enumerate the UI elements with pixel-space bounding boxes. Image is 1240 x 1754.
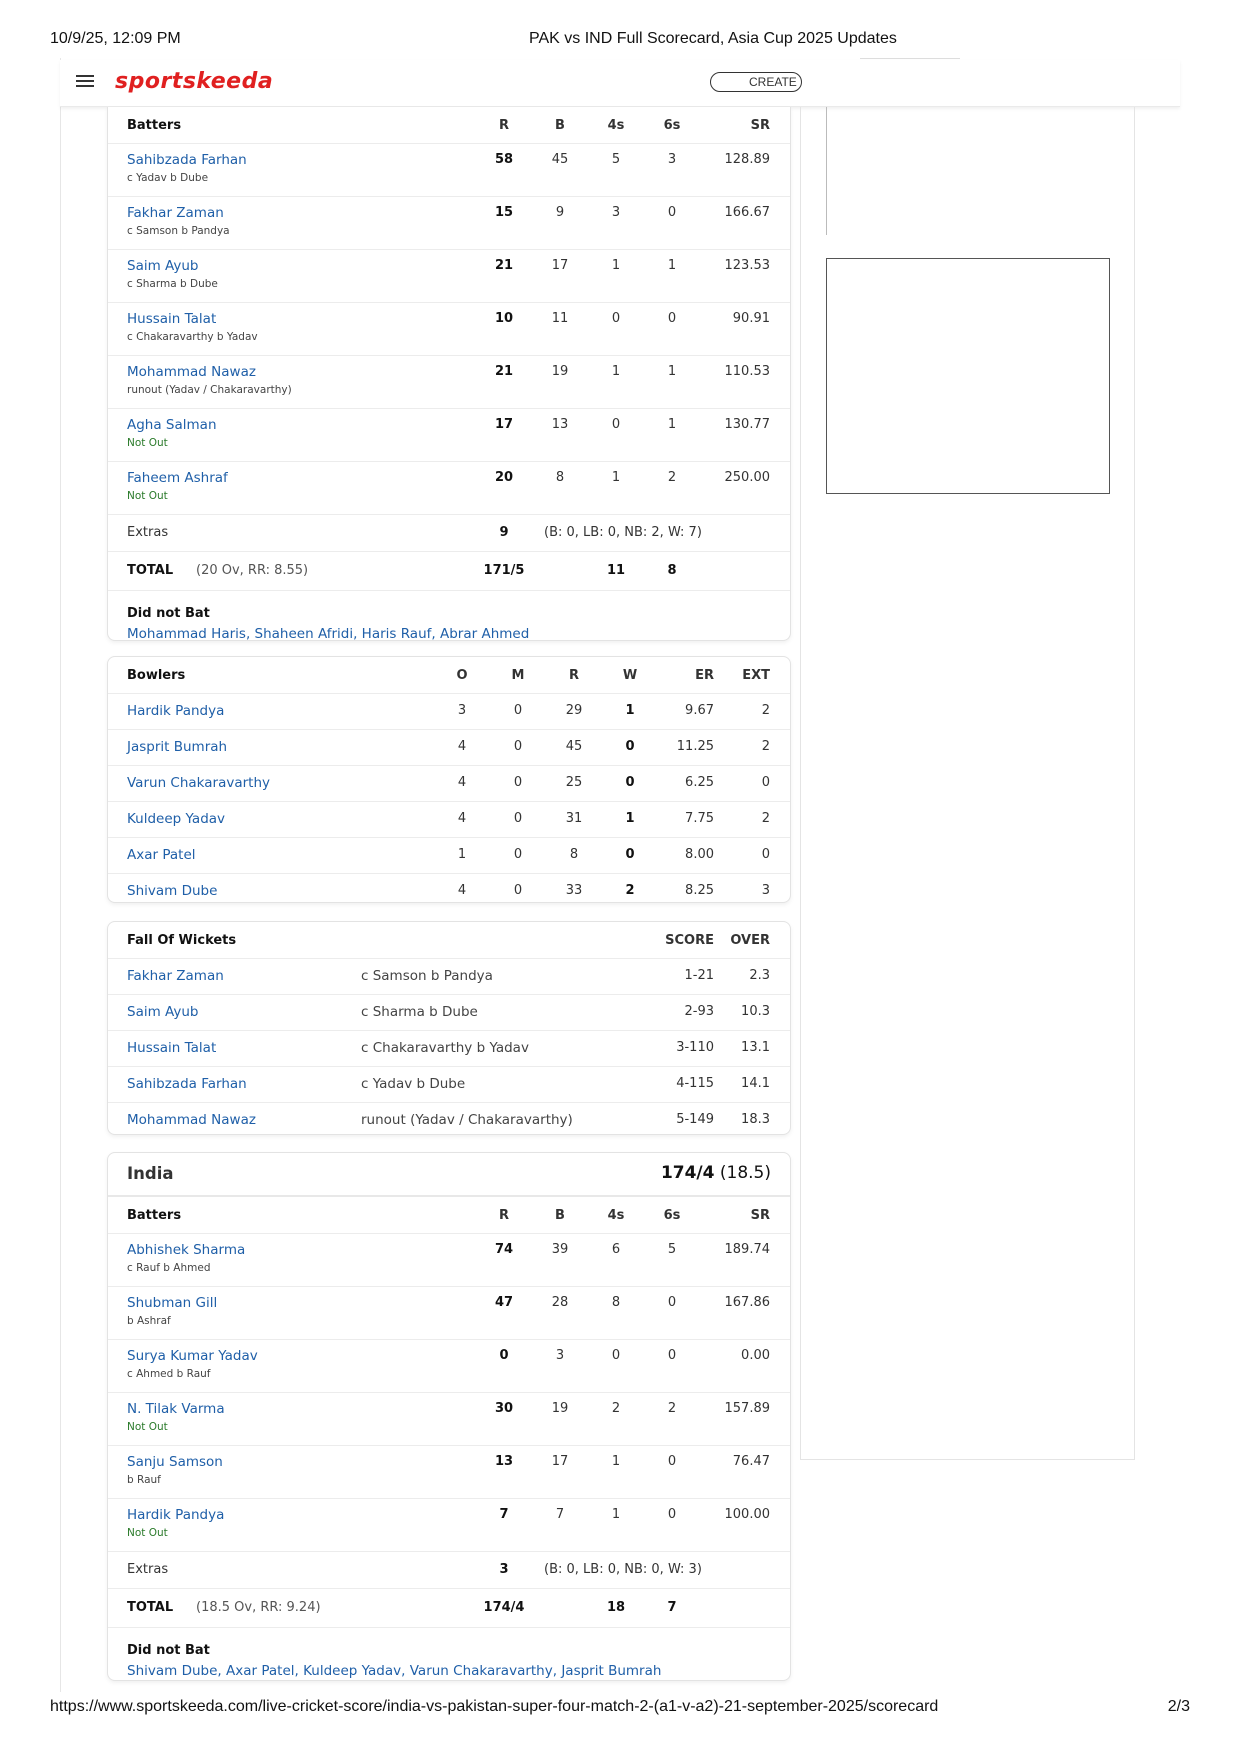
batter-sixes: 1 [667, 364, 677, 379]
total-score: 174/4 [483, 1600, 525, 1615]
extras-row [108, 1551, 790, 1588]
total-fours: 18 [606, 1600, 626, 1615]
batter-fours: 1 [611, 470, 621, 485]
player-link[interactable]: Mohammad Haris [127, 626, 246, 642]
print-url: https://www.sportskeeda.com/live-cricket-score/india-vs-pakistan-super-four-match-2-(a1-v-a2)-21-september-2025/scorecard [50, 1698, 939, 1715]
total-detail: (20 Ov, RR: 8.55) [196, 563, 309, 578]
bowler-economy: 7.75 [685, 811, 714, 826]
batter-sixes: 0 [667, 1454, 677, 1469]
total-sixes: 8 [667, 563, 677, 578]
pakistan-batting-card [107, 107, 791, 641]
bowler-runs: 45 [565, 739, 583, 754]
batter-fours: 5 [611, 152, 621, 167]
fow-over: 14.1 [741, 1076, 770, 1091]
top-divider [860, 58, 960, 59]
bowler-wickets: 1 [625, 811, 635, 826]
fow-header-row [108, 922, 790, 958]
batter-fours: 0 [611, 1348, 621, 1363]
batter-runs: 7 [499, 1507, 509, 1522]
batter-name-link[interactable]: Abhishek Sharma [127, 1242, 246, 1258]
fow-player-link[interactable]: Fakhar Zaman [127, 968, 224, 984]
extras-value: 3 [499, 1562, 509, 1577]
dismissal-text: c Rauf b Ahmed [127, 1262, 211, 1274]
bowler-name-link[interactable]: Hardik Pandya [127, 703, 225, 719]
did-not-bat-label: Did not Bat [127, 606, 210, 621]
player-link[interactable]: Varun Chakaravarthy [409, 1663, 553, 1679]
batter-balls: 28 [551, 1295, 569, 1310]
batter-runs: 15 [494, 205, 514, 220]
batter-row [108, 1233, 790, 1286]
batter-strike-rate: 100.00 [724, 1507, 770, 1522]
not-out-text: Not Out [127, 1527, 168, 1539]
col-fall-of-wickets: Fall Of Wickets [127, 933, 237, 948]
batter-row [108, 249, 790, 302]
batter-strike-rate: 128.89 [724, 152, 770, 167]
batter-row [108, 1498, 790, 1551]
bowler-wickets: 2 [625, 883, 635, 898]
batter-sixes: 0 [667, 205, 677, 220]
total-detail: (18.5 Ov, RR: 9.24) [196, 1600, 321, 1615]
bowler-maidens: 0 [513, 883, 523, 898]
player-link[interactable]: Axar Patel [226, 1663, 295, 1679]
col-score: SCORE [665, 933, 714, 948]
bowler-row [108, 765, 790, 801]
bowler-economy: 8.25 [685, 883, 714, 898]
print-footer [0, 1698, 1240, 1720]
hamburger-menu-icon[interactable] [76, 75, 94, 89]
fow-score: 2-93 [684, 1004, 714, 1019]
fow-player-link[interactable]: Saim Ayub [127, 1004, 199, 1020]
player-link[interactable]: Jasprit Bumrah [561, 1663, 662, 1679]
total-sixes: 7 [667, 1600, 677, 1615]
batter-balls: 13 [551, 417, 569, 432]
batter-name-link[interactable]: N. Tilak Varma [127, 1401, 225, 1417]
batter-name-link[interactable]: Surya Kumar Yadav [127, 1348, 258, 1364]
fow-player-link[interactable]: Mohammad Nawaz [127, 1112, 256, 1128]
bowling-header-row [108, 657, 790, 693]
bowler-extras: 0 [761, 775, 770, 790]
batter-fours: 1 [611, 1454, 621, 1469]
batter-sixes: 0 [667, 311, 677, 326]
total-score: 171/5 [483, 563, 525, 578]
extras-detail: (B: 0, LB: 0, NB: 0, W: 3) [544, 1562, 702, 1577]
bowler-maidens: 0 [513, 811, 523, 826]
batter-balls: 17 [551, 1454, 569, 1469]
did-not-bat-section [108, 1627, 790, 1698]
batter-runs: 13 [494, 1454, 514, 1469]
total-label: TOTAL [127, 563, 174, 578]
extras-row [108, 514, 790, 551]
batter-fours: 8 [611, 1295, 621, 1310]
batter-strike-rate: 123.53 [724, 258, 770, 273]
bowler-row [108, 729, 790, 765]
batter-strike-rate: 76.47 [732, 1454, 770, 1469]
bowler-wickets: 0 [625, 775, 635, 790]
bowler-maidens: 0 [513, 739, 523, 754]
did-not-bat-list: Mohammad Haris, Shaheen Afridi, Haris Rauf, Abrar Ahmed [127, 626, 530, 642]
batter-sixes: 0 [667, 1348, 677, 1363]
fow-dismissal: c Sharma b Dube [361, 1004, 478, 1020]
batter-name-link[interactable]: Sanju Samson [127, 1454, 223, 1470]
bowler-wickets: 0 [625, 739, 635, 754]
batter-sixes: 5 [667, 1242, 677, 1257]
batter-row [108, 355, 790, 408]
batter-strike-rate: 166.67 [724, 205, 770, 220]
batter-strike-rate: 167.86 [724, 1295, 770, 1310]
ad-slot [826, 258, 1110, 494]
batter-sixes: 3 [667, 152, 677, 167]
team-header[interactable] [108, 1153, 790, 1197]
extras-detail: (B: 0, LB: 0, NB: 2, W: 7) [544, 525, 702, 540]
fow-dismissal: c Yadav b Dube [361, 1076, 466, 1092]
batter-sixes: 1 [667, 417, 677, 432]
col-sixes: 6s [663, 118, 681, 133]
bowler-extras: 2 [761, 703, 770, 718]
batting-header-row [108, 107, 790, 143]
bowler-runs: 33 [565, 883, 583, 898]
total-fours: 11 [606, 563, 626, 578]
bowler-name-link[interactable]: Axar Patel [127, 847, 196, 863]
batter-runs: 21 [494, 258, 514, 273]
bowler-economy: 8.00 [685, 847, 714, 862]
site-navbar [60, 60, 1180, 107]
bowler-extras: 0 [761, 847, 770, 862]
dismissal-text: c Samson b Pandya [127, 225, 230, 237]
viewport-left-border [60, 58, 61, 1692]
bowler-runs: 29 [565, 703, 583, 718]
print-page-number: 2/3 [1167, 1698, 1190, 1715]
batting-header-row [108, 1197, 790, 1233]
batter-strike-rate: 90.91 [732, 311, 770, 326]
player-link[interactable]: Shivam Dube [127, 1663, 218, 1679]
batter-row [108, 196, 790, 249]
batter-fours: 0 [611, 417, 621, 432]
col-maidens: M [511, 668, 525, 683]
batter-row [108, 143, 790, 196]
fow-player-link[interactable]: Sahibzada Farhan [127, 1076, 247, 1092]
batter-row [108, 461, 790, 514]
batter-runs: 21 [494, 364, 514, 379]
batter-balls: 8 [555, 470, 565, 485]
batter-strike-rate: 250.00 [724, 470, 770, 485]
batter-balls: 3 [555, 1348, 565, 1363]
did-not-bat-section [108, 590, 790, 661]
fow-score: 3-110 [676, 1040, 714, 1055]
bowler-runs: 31 [565, 811, 583, 826]
col-economy: ER [695, 668, 714, 683]
bowler-overs: 4 [457, 775, 467, 790]
create-button[interactable]: CREATE [710, 72, 802, 92]
fow-row [108, 994, 790, 1030]
fow-row [108, 958, 790, 994]
fow-dismissal: runout (Yadav / Chakaravarthy) [361, 1112, 573, 1128]
fow-over: 10.3 [741, 1004, 770, 1019]
extras-label: Extras [127, 1562, 169, 1577]
batter-runs: 74 [494, 1242, 514, 1257]
col-balls: B [555, 118, 565, 133]
batter-balls: 17 [551, 258, 569, 273]
bowler-row [108, 837, 790, 873]
col-bowlers: Bowlers [127, 668, 186, 683]
bowler-maidens: 0 [513, 847, 523, 862]
bowler-maidens: 0 [513, 775, 523, 790]
dismissal-text: b Ashraf [127, 1315, 171, 1327]
col-batters: Batters [127, 1208, 182, 1223]
team-overs: (18.5) [719, 1163, 771, 1183]
bowler-name-link[interactable]: Shivam Dube [127, 883, 218, 899]
print-header [0, 30, 1240, 52]
not-out-text: Not Out [127, 437, 168, 449]
print-datetime: 10/9/25, 12:09 PM [50, 30, 181, 47]
bowler-overs: 4 [457, 739, 467, 754]
fow-over: 2.3 [749, 968, 770, 983]
col-extras: EXT [742, 668, 770, 683]
batter-name-link[interactable]: Saim Ayub [127, 258, 199, 274]
bowler-runs: 25 [565, 775, 583, 790]
batter-name-link[interactable]: Hardik Pandya [127, 1507, 225, 1523]
bowling-card [107, 656, 791, 903]
batter-runs: 20 [494, 470, 514, 485]
player-link[interactable]: Shaheen Afridi [254, 626, 354, 642]
bowler-overs: 1 [457, 847, 467, 862]
batter-sixes: 1 [667, 258, 677, 273]
bowler-wickets: 0 [625, 847, 635, 862]
batter-name-link[interactable]: Faheem Ashraf [127, 470, 228, 486]
col-over: OVER [730, 933, 770, 948]
extras-value: 9 [499, 525, 509, 540]
player-link[interactable]: Haris Rauf [361, 626, 432, 642]
dismissal-text: c Sharma b Dube [127, 278, 218, 290]
bowler-row [108, 873, 790, 909]
batter-sixes: 0 [667, 1295, 677, 1310]
team-runs-wickets: 174/4 [660, 1163, 715, 1183]
bowler-overs: 4 [457, 811, 467, 826]
dismissal-text: c Chakaravarthy b Yadav [127, 331, 258, 343]
dismissal-text: c Ahmed b Rauf [127, 1368, 211, 1380]
bowler-economy: 9.67 [685, 703, 714, 718]
total-label: TOTAL [127, 1600, 174, 1615]
col-fours: 4s [607, 118, 625, 133]
print-page-title: PAK vs IND Full Scorecard, Asia Cup 2025 Updates [529, 30, 897, 47]
batter-balls: 19 [551, 1401, 569, 1416]
batter-balls: 39 [551, 1242, 569, 1257]
fow-player-link[interactable]: Hussain Talat [127, 1040, 217, 1056]
fow-row [108, 1102, 790, 1138]
col-balls: B [555, 1208, 565, 1223]
batter-runs: 10 [494, 311, 514, 326]
col-sixes: 6s [663, 1208, 681, 1223]
bowler-name-link[interactable]: Jasprit Bumrah [127, 739, 228, 755]
batter-runs: 0 [499, 1348, 509, 1363]
batter-name-link[interactable]: Hussain Talat [127, 311, 217, 327]
batter-fours: 1 [611, 1507, 621, 1522]
batter-strike-rate: 0.00 [741, 1348, 770, 1363]
bowler-extras: 3 [761, 883, 770, 898]
fow-score: 1-21 [684, 968, 714, 983]
batter-sixes: 2 [667, 470, 677, 485]
fow-score: 4-115 [676, 1076, 714, 1091]
batter-row [108, 302, 790, 355]
did-not-bat-label: Did not Bat [127, 1643, 210, 1658]
batter-fours: 0 [611, 311, 621, 326]
col-runs: R [568, 668, 579, 683]
col-runs: R [498, 118, 509, 133]
col-batters: Batters [127, 118, 182, 133]
batter-strike-rate: 110.53 [724, 364, 770, 379]
player-link[interactable]: Abrar Ahmed [439, 626, 530, 642]
fow-row [108, 1030, 790, 1066]
batter-row [108, 1392, 790, 1445]
bowler-name-link[interactable]: Varun Chakaravarthy [127, 775, 270, 791]
fow-score: 5-149 [676, 1112, 714, 1127]
fow-row [108, 1066, 790, 1102]
did-not-bat-list: Shivam Dube, Axar Patel, Kuldeep Yadav, Varun Chakaravarthy, Jasprit Bumrah [127, 1663, 662, 1679]
col-wickets: W [622, 668, 638, 683]
batter-row [108, 1286, 790, 1339]
batter-runs: 30 [494, 1401, 514, 1416]
fow-dismissal: c Samson b Pandya [361, 968, 493, 984]
batter-name-link[interactable]: Shubman Gill [127, 1295, 218, 1311]
total-row [108, 1588, 790, 1627]
batter-runs: 17 [494, 417, 514, 432]
batter-strike-rate: 130.77 [724, 417, 770, 432]
player-link[interactable]: Kuldeep Yadav [303, 1663, 402, 1679]
total-row [108, 551, 790, 590]
batter-runs: 58 [494, 152, 514, 167]
india-innings-card [107, 1152, 791, 1681]
batter-name-link[interactable]: Fakhar Zaman [127, 205, 224, 221]
batter-fours: 6 [611, 1242, 621, 1257]
team-name: India [127, 1164, 174, 1183]
bowler-extras: 2 [761, 739, 770, 754]
batter-name-link[interactable]: Mohammad Nawaz [127, 364, 256, 380]
batter-fours: 1 [611, 258, 621, 273]
bowler-wickets: 1 [625, 703, 635, 718]
fall-of-wickets-card [107, 921, 791, 1135]
col-strike-rate: SR [750, 1208, 770, 1223]
col-runs: R [498, 1208, 509, 1223]
batter-sixes: 2 [667, 1401, 677, 1416]
dismissal-text: b Rauf [127, 1474, 161, 1486]
not-out-text: Not Out [127, 1421, 168, 1433]
batter-name-link[interactable]: Sahibzada Farhan [127, 152, 247, 168]
batter-sixes: 0 [667, 1507, 677, 1522]
bowler-extras: 2 [761, 811, 770, 826]
bowler-row [108, 693, 790, 729]
team-score [661, 1163, 771, 1183]
batter-runs: 47 [494, 1295, 514, 1310]
bowler-maidens: 0 [513, 703, 523, 718]
sidebar-divider [826, 107, 827, 235]
batter-strike-rate: 157.89 [724, 1401, 770, 1416]
col-strike-rate: SR [750, 118, 770, 133]
batter-row [108, 408, 790, 461]
batter-balls: 7 [555, 1507, 565, 1522]
batter-balls: 45 [551, 152, 569, 167]
batter-strike-rate: 189.74 [724, 1242, 770, 1257]
batter-fours: 1 [611, 364, 621, 379]
fow-dismissal: c Chakaravarthy b Yadav [361, 1040, 529, 1056]
dismissal-text: runout (Yadav / Chakaravarthy) [127, 384, 292, 396]
not-out-text: Not Out [127, 490, 168, 502]
fow-over: 13.1 [741, 1040, 770, 1055]
bowler-economy: 6.25 [685, 775, 714, 790]
bowler-overs: 4 [457, 883, 467, 898]
col-overs: O [456, 668, 468, 683]
batter-balls: 9 [555, 205, 565, 220]
batter-balls: 11 [551, 311, 569, 326]
bowler-runs: 8 [569, 847, 579, 862]
sportskeeda-logo[interactable]: sportskeeda [115, 69, 274, 94]
batter-name-link[interactable]: Agha Salman [127, 417, 217, 433]
batter-fours: 2 [611, 1401, 621, 1416]
col-fours: 4s [607, 1208, 625, 1223]
bowler-name-link[interactable]: Kuldeep Yadav [127, 811, 226, 827]
batter-row [108, 1445, 790, 1498]
batter-balls: 19 [551, 364, 569, 379]
extras-label: Extras [127, 525, 169, 540]
batter-fours: 3 [611, 205, 621, 220]
bowler-row [108, 801, 790, 837]
dismissal-text: c Yadav b Dube [127, 172, 209, 184]
bowler-overs: 3 [457, 703, 467, 718]
batter-row [108, 1339, 790, 1392]
bowler-economy: 11.25 [676, 739, 714, 754]
fow-over: 18.3 [741, 1112, 770, 1127]
